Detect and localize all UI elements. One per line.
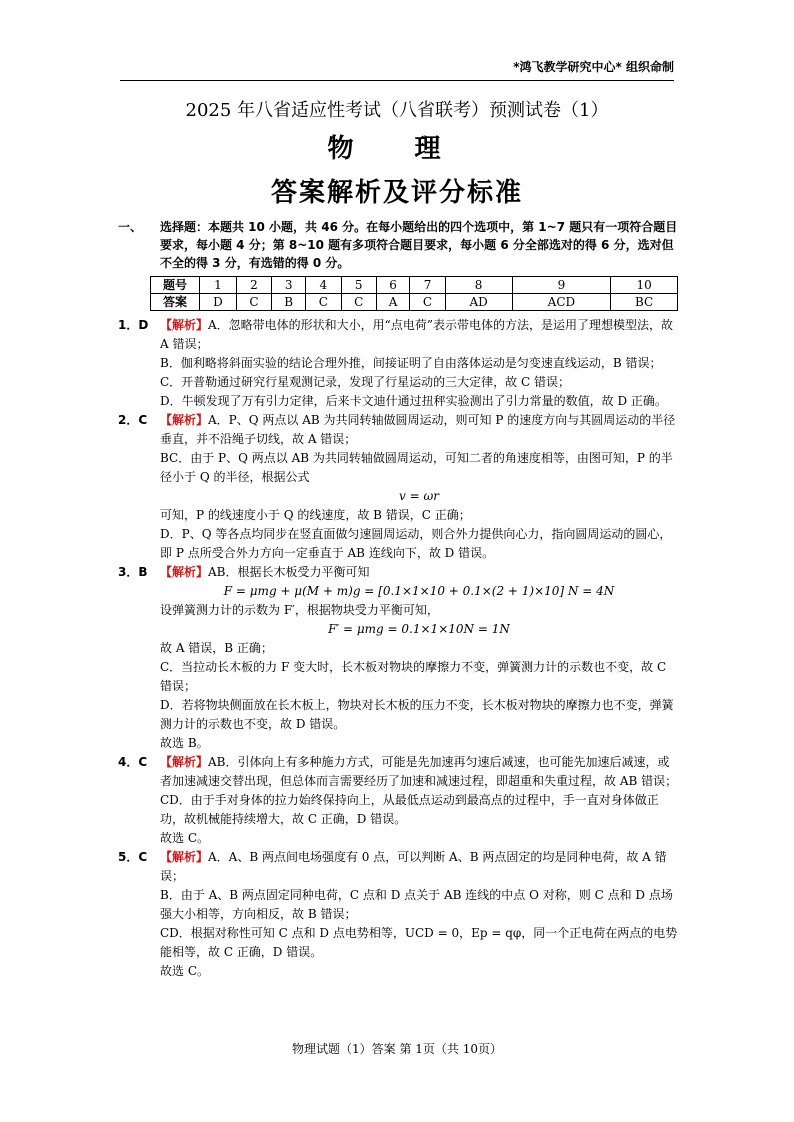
- solution-line: CD．根据对称性可知 C 点和 D 点电势相等，UCD = 0，Ep = qφ，同一个正电荷在两点的电势能相等，故 C 正确，D 错误。: [160, 926, 678, 959]
- solution-line: B．由于 A、B 两点固定同种电荷，C 点和 D 点关于 AB 连线的中点 O 对称，则 C 点和 D 点场强大小相等，方向相反，故 B 错误；: [160, 888, 673, 921]
- page-footer: 物理试题（1）答案 第 1页（共 10页）: [292, 1042, 502, 1056]
- solution-line: D．P、Q 等各点均同步在竖直面做匀速圆周运动，则合外力提供向心力，指向圆周运动的圆心，即 P 点所受合外力方向一定垂直于 AB 连线向下，故 D 错误。: [160, 527, 672, 560]
- solution-line: D．若将物块侧面放在长木板上，物块对长木板的压力不变，长木板对物块的摩擦力也不变，弹簧测力计的示数也不变，故 D 错误。: [160, 698, 674, 731]
- organizer-label: *鸿飞教学研究中心* 组织命制: [513, 60, 674, 74]
- answer-cell: D: [200, 294, 237, 311]
- solution-line: D．牛顿发现了万有引力定律，后来卡文迪什通过扭秤实验测出了引力常量的数值，故 D 正确。: [160, 394, 667, 408]
- question-2-solution: [118, 411, 678, 563]
- solution-line: AB．根据长木板受力平衡可知: [208, 565, 370, 579]
- solution-line: B．伽利略将斜面实验的结论合理外推，间接证明了自由落体运动是匀变速直线运动，B 错误；: [160, 356, 662, 370]
- analysis-tag: 【解析】: [160, 850, 209, 864]
- answer-cell: C: [306, 294, 341, 311]
- answer-cell: C: [341, 294, 376, 311]
- question-number-cell: 4: [306, 277, 341, 294]
- section-instructions: 选择题：本题共 10 小题，共 46 分。在每小题给出的四个选项中，第 1~7 题只有一项符合题目要求，每小题 4 分；第 8~10 题有多项符合题目要求，每小题 6 分全部选对的得 6 分，选对但不全的得 3 分，有选错的得 0 分。: [160, 220, 678, 270]
- answer-table-answer-row: [151, 294, 678, 311]
- question-4-head: 4．C: [118, 755, 148, 769]
- solution-line: C．开普勒通过研究行星观测记录，发现了行星运动的三大定律，故 C 错误；: [160, 375, 570, 389]
- solution-line: A．忽略带电体的形状和大小，用“点电荷”表示带电体的方法，是运用了理想模型法，故 A 错误；: [160, 318, 673, 351]
- document-subtitle: 答案解析及评分标准: [270, 178, 523, 208]
- section-number: 一、: [118, 220, 143, 234]
- subject-title: 物 理: [327, 134, 467, 164]
- solution-line: 故选 C。: [160, 964, 209, 978]
- answer-cell: C: [236, 294, 271, 311]
- solution-line: 设弹簧测力计的示数为 F′，根据物块受力平衡可知，: [160, 603, 439, 617]
- solution-line: AB．引体向上有多种施力方式，可能是先加速再匀速后减速，也可能先加速后减速，或者加速减速交替出现，但总体而言需要经历了加速和减速过程，即超重和失重过程，故 AB 错误；: [160, 755, 678, 788]
- question-number-cell: 5: [341, 277, 376, 294]
- question-number-cell: 9: [512, 277, 611, 294]
- row-label-number: 题号: [151, 277, 200, 294]
- question-number-cell: 2: [236, 277, 271, 294]
- question-1-head: 1．D: [118, 318, 149, 332]
- solution-line: 故 A 错误，B 正确；: [160, 641, 273, 655]
- analysis-tag: 【解析】: [160, 413, 209, 427]
- formula: v = ωr: [399, 489, 439, 503]
- solution-line: C．当拉动长木板的力 F 变大时，长木板对物块的摩擦力不变，弹簧测力计的示数也不变，故 C 错误；: [160, 660, 667, 693]
- question-number-cell: 3: [272, 277, 306, 294]
- solution-line: 故选 C。: [160, 831, 209, 845]
- solution-line: A．P、Q 两点以 AB 为共同转轴做圆周运动，则可知 P 的速度方向与其圆周运动的半径垂直，并不沿绳子切线，故 A 错误；: [160, 413, 676, 446]
- question-number-cell: 1: [200, 277, 237, 294]
- analysis-tag: 【解析】: [160, 318, 209, 332]
- question-3-head: 3．B: [118, 565, 148, 579]
- section-heading: [118, 218, 678, 272]
- answer-cell: B: [272, 294, 306, 311]
- question-number-cell: 10: [611, 277, 678, 294]
- analysis-tag: 【解析】: [160, 755, 209, 769]
- solution-line: 可知，P 的线速度小于 Q 的线速度，故 B 错误，C 正确；: [160, 508, 471, 522]
- question-2-head: 2．C: [118, 413, 148, 427]
- answer-cell: ACD: [512, 294, 611, 311]
- answer-cell: A: [376, 294, 410, 311]
- question-3-solution: [118, 563, 678, 753]
- row-label-answer: 答案: [151, 294, 200, 311]
- exam-title: 2025 年八省适应性考试（八省联考）预测试卷（1）: [185, 100, 609, 121]
- answer-cell: BC: [611, 294, 678, 311]
- solution-line: 故选 B。: [160, 736, 209, 750]
- question-1-solution: [118, 316, 678, 411]
- solution-line: A．A、B 两点间电场强度有 0 点，可以判断 A、B 两点固定的均是同种电荷，故 A 错误；: [160, 850, 667, 883]
- question-4-solution: [118, 753, 678, 848]
- analysis-tag: 【解析】: [160, 565, 209, 579]
- question-5-head: 5．C: [118, 850, 148, 864]
- solutions-content: [118, 316, 678, 981]
- header-divider: [120, 80, 674, 81]
- answer-table: [150, 276, 678, 311]
- answer-cell: C: [410, 294, 445, 311]
- question-number-cell: 7: [410, 277, 445, 294]
- answer-table-number-row: [151, 277, 678, 294]
- question-number-cell: 6: [376, 277, 410, 294]
- answer-cell: AD: [445, 294, 512, 311]
- formula: F′ = μmg = 0.1×1×10N = 1N: [328, 622, 510, 636]
- question-number-cell: 8: [445, 277, 512, 294]
- formula: F = μmg + μ(M + m)g = [0.1×1×10 + 0.1×(2 + 1)×10] N = 4N: [223, 584, 615, 598]
- question-5-solution: [118, 848, 678, 981]
- solution-line: BC．由于 P、Q 两点以 AB 为共同转轴做圆周运动，可知二者的角速度相等，由图可知，P 的半径小于 Q 的半径，根据公式: [160, 451, 673, 484]
- solution-line: CD．由于手对身体的拉力始终保持向上，从最低点运动到最高点的过程中，手一直对身体做正功，故机械能持续增大，故 C 正确，D 错误。: [160, 793, 659, 826]
